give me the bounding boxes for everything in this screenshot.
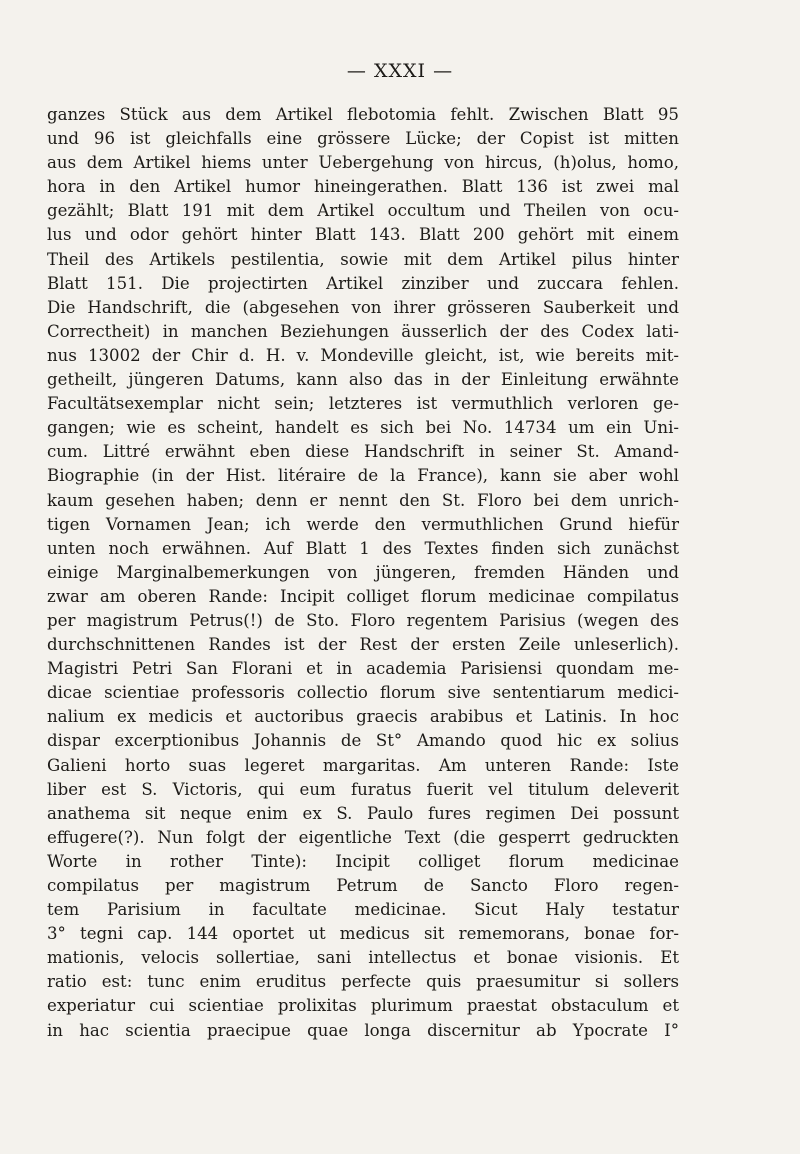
text-line: tigen Vornamen Jean; ich werde den vermuthlichen Grund hiefür (47, 514, 679, 534)
text-line: einige Marginalbemerkungen von jüngeren, fremden Händen und (47, 562, 679, 582)
text-line: Magistri Petri San Florani et in academia Parisiensi quondam me- (47, 659, 679, 679)
text-line: in hac scientia praecipue quae longa discernitur ab Ypocrate I° (47, 1020, 679, 1040)
text-line: ratio est: tunc enim eruditus perfecte quis praesumitur si sollers (47, 972, 679, 992)
text-line: nus 13002 der Chir d. H. v. Mondeville gleicht, ist, wie bereits mit- (47, 345, 679, 365)
text-line: nalium ex medicis et auctoribus graecis arabibus et Latinis. In hoc (47, 707, 679, 727)
text-line: Theil des Artikels pestilentia, sowie mit dem Artikel pilus hinter (47, 249, 679, 269)
text-line: ganzes Stück aus dem Artikel flebotomia fehlt. Zwischen Blatt 95 (47, 105, 679, 124)
text-line: kaum gesehen haben; denn er nennt den St. Floro bei dem unrich- (47, 490, 679, 510)
text-line: Correctheit) in manchen Beziehungen äusserlich der des Codex lati- (47, 321, 679, 341)
text-line: mationis, velocis sollertiae, sani intellectus et bonae visionis. Et (47, 948, 679, 968)
text-line: 3° tegni cap. 144 oportet ut medicus sit rememorans, bonae for- (47, 924, 679, 944)
text-line: experiatur cui scientiae prolixitas plurimum praestat obstaculum et (47, 996, 679, 1016)
text-line: gezählt; Blatt 191 mit dem Artikel occultum und Theilen von ocu- (47, 201, 679, 221)
text-line: Biographie (in der Hist. litéraire de la France), kann sie aber wohl (47, 466, 679, 486)
text-line: dicae scientiae professoris collectio florum sive sententiarum medici- (47, 683, 679, 703)
text-line: aus dem Artikel hiems unter Uebergehung von hircus, (h)olus, homo, (47, 153, 679, 173)
text-line: cum. Littré erwähnt eben diese Handschrift in seiner St. Amand- (47, 442, 679, 462)
text-line: Facultätsexemplar nicht sein; letzteres ist vermuthlich verloren ge- (47, 394, 679, 414)
body-text (47, 103, 679, 1043)
text-line: lus und odor gehört hinter Blatt 143. Blatt 200 gehört mit einem (47, 225, 679, 245)
text-line: unten noch erwähnen. Auf Blatt 1 des Textes finden sich zunächst (47, 538, 679, 558)
text-line: hora in den Artikel humor hineingerathen. Blatt 136 ist zwei mal (47, 177, 679, 197)
text-line: gangen; wie es scheint, handelt es sich bei No. 14734 um ein Uni- (47, 418, 679, 438)
text-line: Galieni horto suas legeret margaritas. Am unteren Rande: Iste (47, 755, 679, 775)
text-line: compilatus per magistrum Petrum de Sancto Floro regen- (47, 876, 679, 895)
text-line: liber est S. Victoris, qui eum furatus fuerit vel titulum deleverit (47, 779, 679, 799)
text-line: dispar excerptionibus Johannis de St° Amando quod hic ex solius (47, 731, 679, 751)
text-line: Blatt 151. Die projectirten Artikel zinziber und zuccara fehlen. (47, 273, 679, 293)
text-line: durchschnittenen Randes ist der Rest der ersten Zeile unleserlich). (47, 635, 679, 655)
text-line: anathema sit neque enim ex S. Paulo fures regimen Dei possunt (47, 803, 679, 823)
text-line: effugere(?). Nun folgt der eigentliche Text (die gesperrt gedruckten (47, 827, 679, 847)
text-line: per magistrum Petrus(!) de Sto. Floro regentem Parisius (wegen des (47, 610, 679, 630)
text-line: tem Parisium in facultate medicinae. Sicut Haly testatur (47, 900, 679, 920)
text-line: Worte in rother Tinte): Incipit colliget florum medicinae (47, 851, 679, 871)
page-number-header: — XXXI — (346, 60, 454, 82)
text-line: Die Handschrift, die (abgesehen von ihrer grösseren Sauberkeit und (47, 297, 679, 317)
text-line: getheilt, jüngeren Datums, kann also das in der Einleitung erwähnte (47, 370, 679, 390)
text-line: zwar am oberen Rande: Incipit colliget florum medicinae compilatus (47, 586, 679, 606)
text-line: und 96 ist gleichfalls eine grössere Lücke; der Copist ist mitten (47, 129, 679, 149)
